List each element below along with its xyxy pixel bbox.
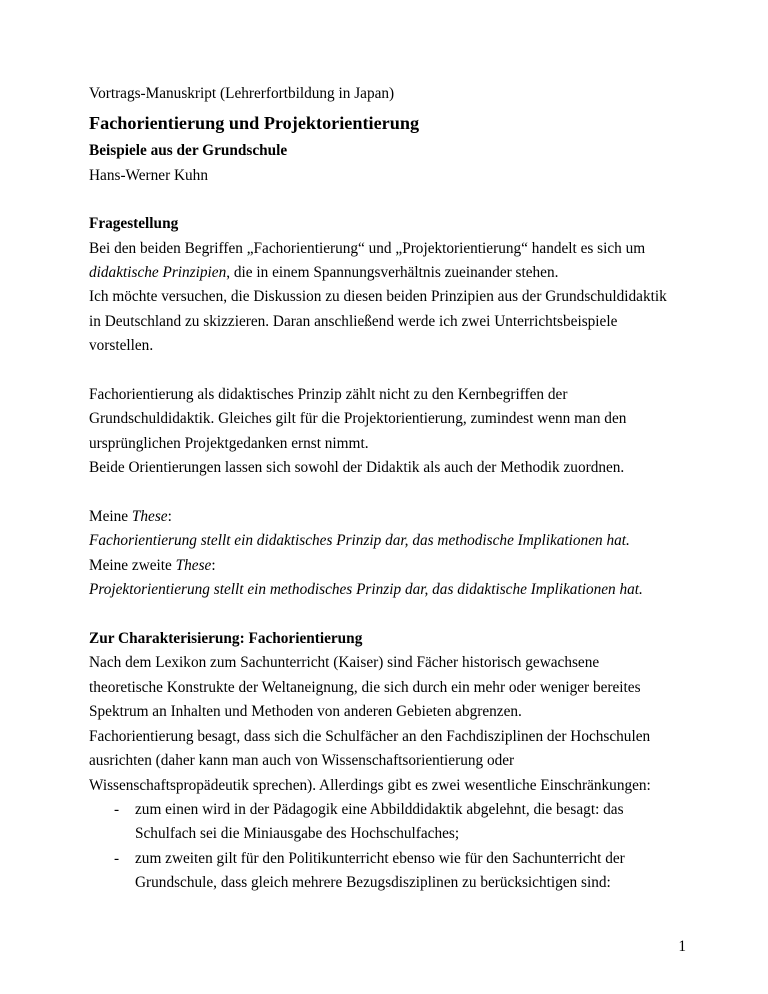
page-number: 1 xyxy=(678,938,686,955)
these-statement xyxy=(89,578,689,602)
paragraph-line: Fachorientierung als didaktisches Prinzip zählt nicht zu den Kernbegriffen der xyxy=(89,386,568,404)
these-suffix: : xyxy=(167,508,172,526)
list-item-line: Grundschule, dass gleich mehrere Bezugsdisziplinen zu berücksichtigen sind: xyxy=(135,874,611,892)
these-statement xyxy=(89,529,689,553)
list-dash: - xyxy=(114,849,120,867)
these-text: Fachorientierung stellt ein didaktisches Prinzip dar, das methodische Implikationen hat. xyxy=(89,532,630,550)
paragraph-text: , die in einem Spannungsverhältnis zueinander stehen. xyxy=(226,264,559,282)
paragraph-line: in Deutschland zu skizzieren. Daran anschließend werde ich zwei Unterrichtsbeispiele xyxy=(89,312,618,330)
list-item-line: zum zweiten gilt für den Politikunterricht ebenso wie für den Sachunterricht der xyxy=(135,849,625,867)
paragraph-line xyxy=(89,261,689,285)
paragraph-line: ursprünglichen Projektgedanken ernst nimmt. xyxy=(89,434,369,452)
these-prefix: Meine zweite xyxy=(89,556,176,574)
paragraph-line: Bei den beiden Begriffen „Fachorientierung“ und „Projektorientierung“ handelt es sich um xyxy=(89,239,646,257)
list-dash: - xyxy=(114,800,120,818)
list-item-line: zum einen wird in der Pädagogik eine Abbilddidaktik abgelehnt, die besagt: das xyxy=(135,800,624,818)
these-word: These xyxy=(131,508,168,526)
section-heading-fachorientierung: Zur Charakterisierung: Fachorientierung xyxy=(89,630,363,648)
these-text: Projektorientierung stellt ein methodisches Prinzip dar, das didaktische Implikationen hat. xyxy=(89,581,643,599)
paragraph-line: Ich möchte versuchen, die Diskussion zu diesen beiden Prinzipien aus der Grundschuldidaktik xyxy=(89,288,667,306)
paragraph-line: vorstellen. xyxy=(89,337,154,355)
author-name: Hans-Werner Kuhn xyxy=(89,166,208,184)
restriction-list xyxy=(89,798,689,896)
emphasis-text: didaktische Prinzipien xyxy=(89,264,227,282)
these-prefix: Meine xyxy=(89,508,132,526)
paragraph-line: Wissenschaftspropädeutik sprechen). Allerdings gibt es zwei wesentliche Einschränkungen: xyxy=(89,776,651,794)
document-page xyxy=(89,82,689,896)
list-item xyxy=(89,847,689,896)
paragraph-line: Spektrum an Inhalten und Methoden von anderen Gebieten abgrenzen. xyxy=(89,703,522,721)
document-subheading: Beispiele aus der Grundschule xyxy=(89,142,288,160)
section-heading-fragestellung: Fragestellung xyxy=(89,215,179,233)
paragraph-line: Grundschuldidaktik. Gleiches gilt für die Projektorientierung, zumindest wenn man den xyxy=(89,410,627,428)
these-suffix: : xyxy=(211,556,216,574)
list-item xyxy=(89,798,689,847)
these-word: These xyxy=(175,556,212,574)
paragraph-line: Nach dem Lexikon zum Sachunterricht (Kaiser) sind Fächer historisch gewachsene xyxy=(89,654,600,672)
paragraph-line: Fachorientierung besagt, dass sich die Schulfächer an den Fachdisziplinen der Hochschulen xyxy=(89,727,651,745)
paragraph-line: theoretische Konstrukte der Weltaneignung, die sich durch ein mehr oder weniger bereites xyxy=(89,678,641,696)
list-item-line: Schulfach sei die Miniausgabe des Hochschulfaches; xyxy=(135,825,460,843)
paragraph-line: ausrichten (daher kann man auch von Wissenschaftsorientierung oder xyxy=(89,752,515,770)
manuscript-subtitle: Vortrags-Manuskript (Lehrerfortbildung in Japan) xyxy=(89,85,395,102)
these-label xyxy=(89,554,689,578)
document-title: Fachorientierung und Projektorientierung xyxy=(89,113,420,134)
these-label xyxy=(89,505,689,529)
paragraph-line: Beide Orientierungen lassen sich sowohl der Didaktik als auch der Methodik zuordnen. xyxy=(89,459,625,477)
